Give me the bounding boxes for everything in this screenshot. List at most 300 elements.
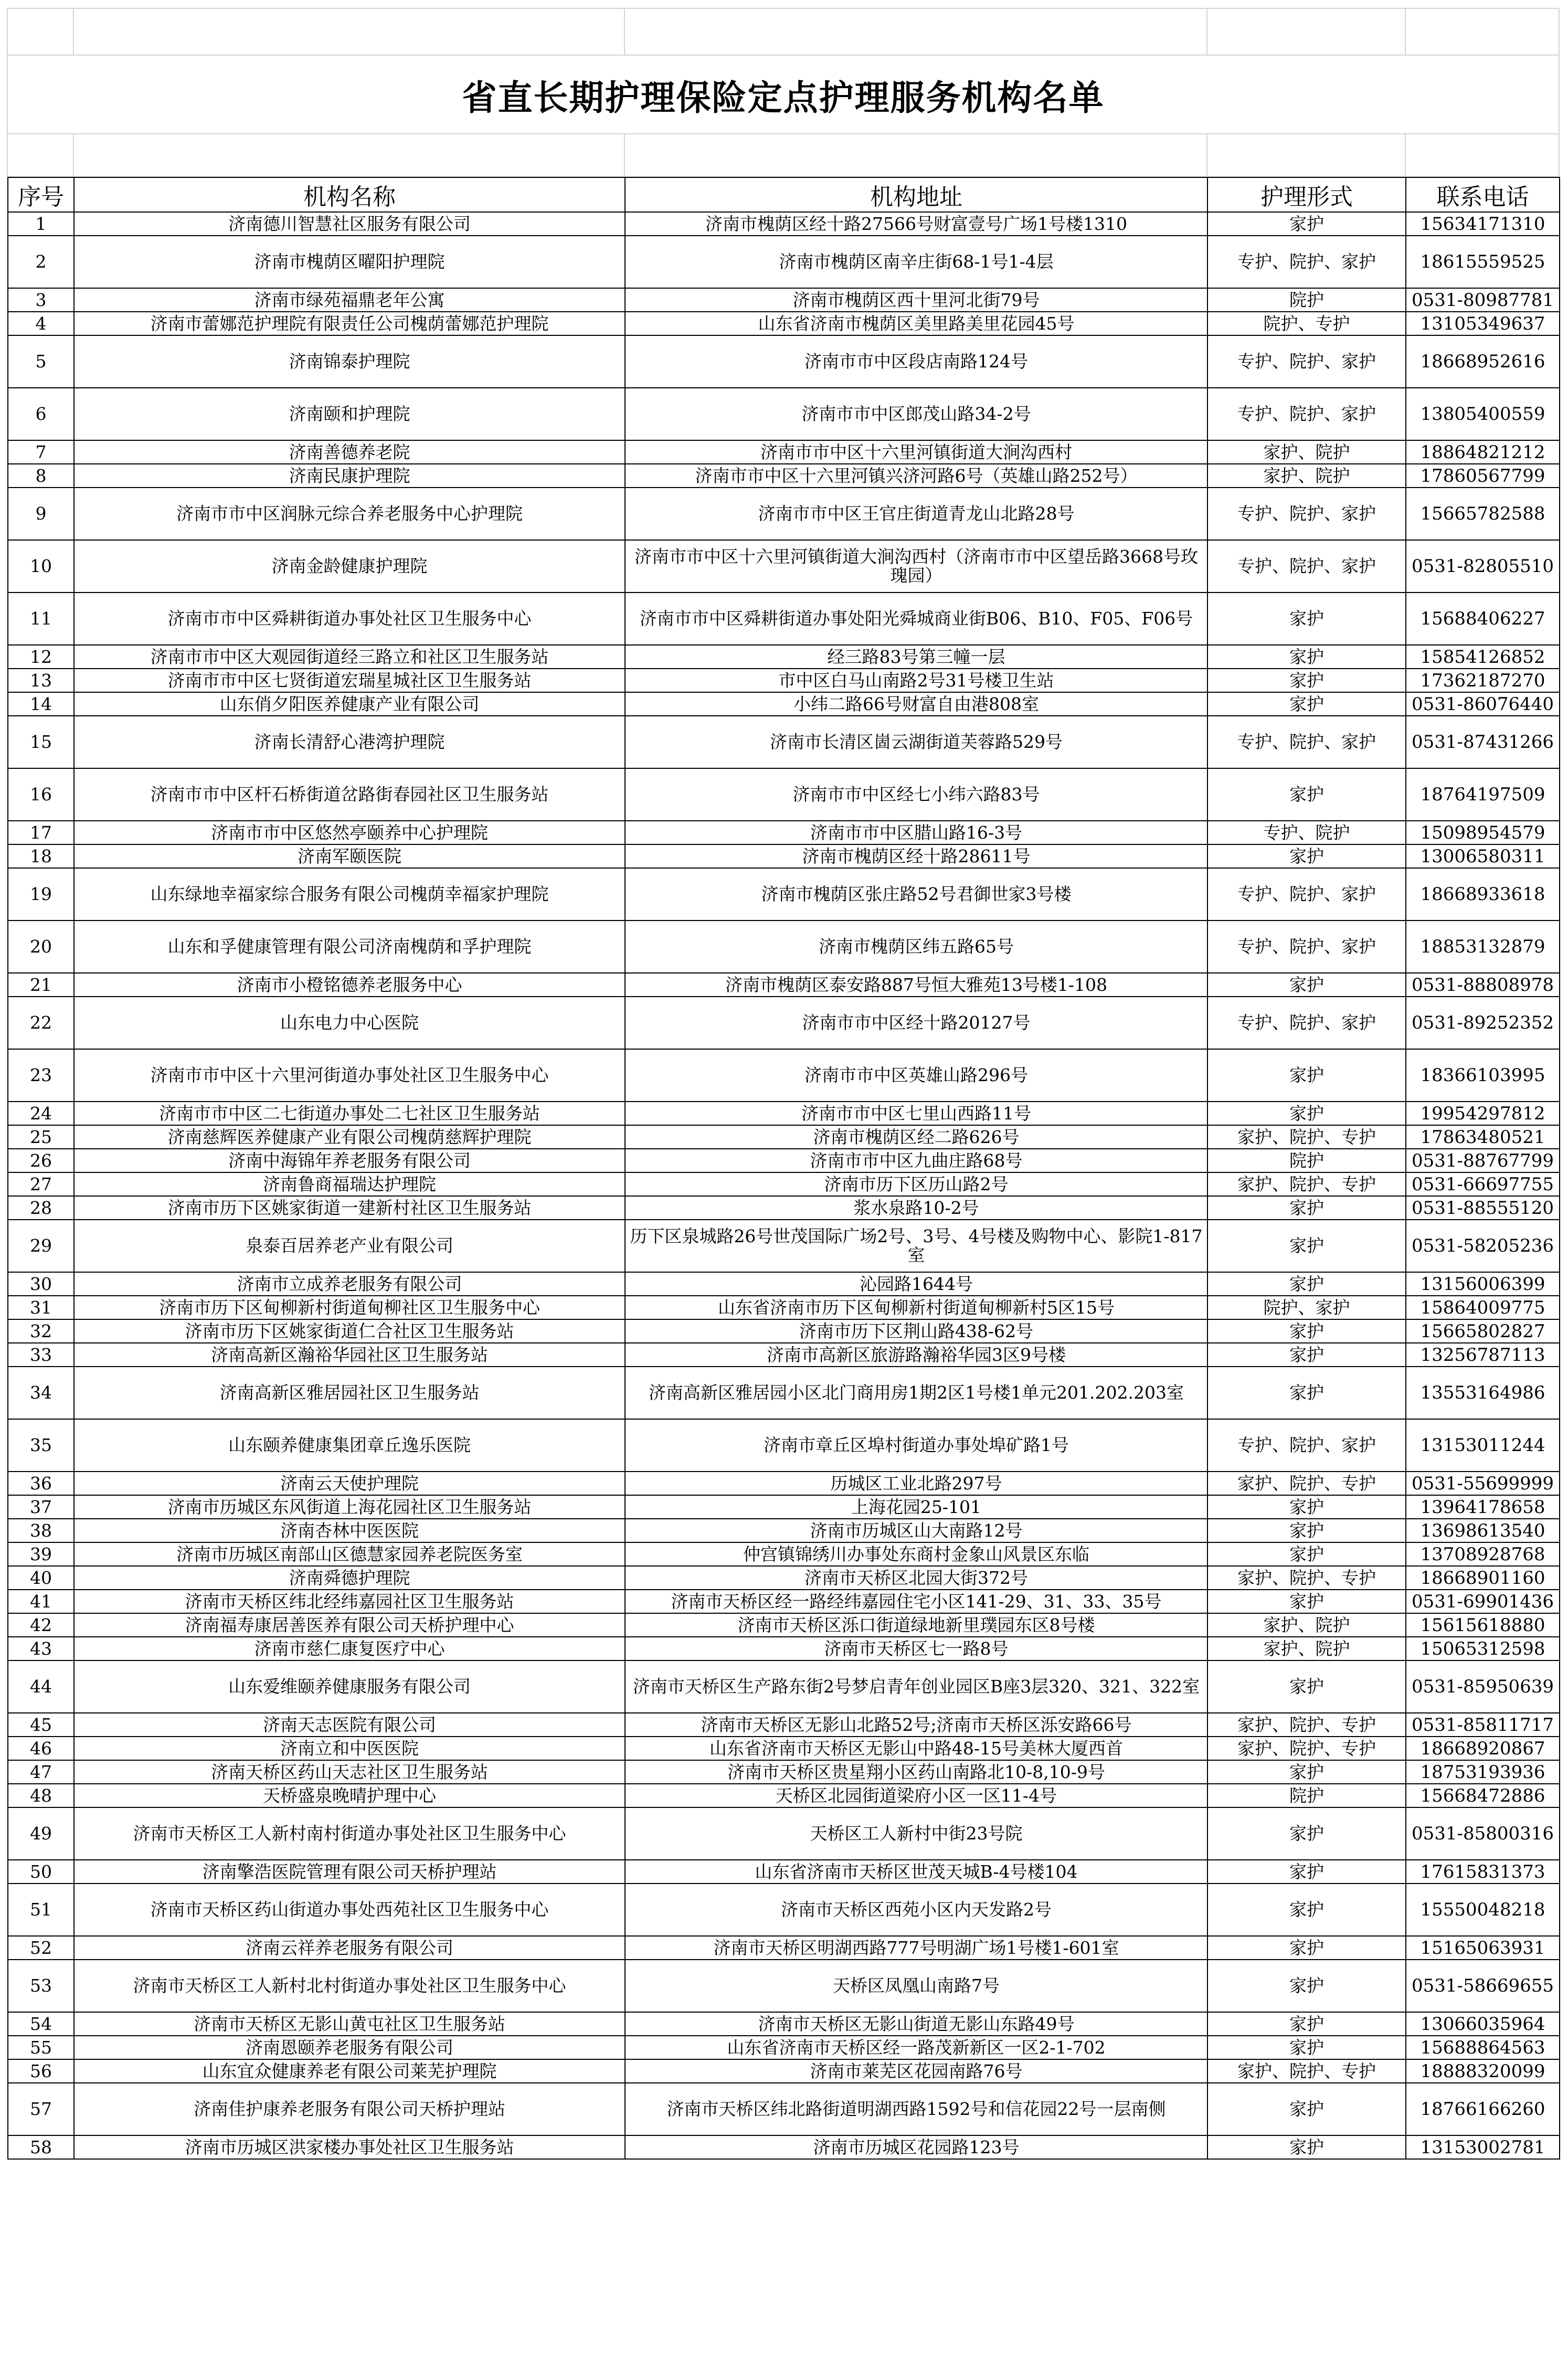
cell-contact-phone: 18668952616 — [1406, 335, 1560, 388]
cell-institution-address: 济南市历下区荆山路438-62号 — [625, 1319, 1207, 1343]
cell-institution-name: 济南市历城区南部山区德慧家园养老院医务室 — [74, 1542, 625, 1566]
cell-institution-name: 济南高新区雅居园社区卫生服务站 — [74, 1367, 625, 1419]
table-row — [8, 1319, 1560, 1343]
cell-contact-phone: 13006580311 — [1406, 844, 1560, 868]
cell-institution-address: 经三路83号第三幢一层 — [625, 645, 1207, 669]
cell-institution-name: 济南市小橙铭德养老服务中心 — [74, 973, 625, 997]
header-institution-name: 机构名称 — [74, 177, 625, 212]
cell-institution-address: 沁园路1644号 — [625, 1272, 1207, 1296]
cell-serial-number: 45 — [8, 1713, 74, 1737]
cell-institution-name: 济南天志医院有限公司 — [74, 1713, 625, 1737]
cell-contact-phone: 18888320099 — [1406, 2059, 1560, 2083]
cell-serial-number: 15 — [8, 716, 74, 768]
cell-serial-number: 47 — [8, 1760, 74, 1784]
header-contact-phone: 联系电话 — [1406, 177, 1560, 212]
cell-care-type: 家护 — [1207, 669, 1406, 692]
cell-care-type: 专护、院护、家护 — [1207, 388, 1406, 440]
cell-care-type: 家护 — [1207, 1196, 1406, 1220]
cell-institution-name: 山东和孚健康管理有限公司济南槐荫和孚护理院 — [74, 921, 625, 973]
cell-contact-phone: 0531-80987781 — [1406, 288, 1560, 312]
cell-contact-phone: 17863480521 — [1406, 1125, 1560, 1149]
cell-institution-address: 天桥区北园街道梁府小区一区11-4号 — [625, 1784, 1207, 1807]
cell-institution-name: 山东宜众健康养老有限公司莱芜护理院 — [74, 2059, 625, 2083]
table-row — [8, 440, 1560, 464]
cell-serial-number: 41 — [8, 1590, 74, 1613]
cell-institution-address: 济南市天桥区无影山街道无影山东路49号 — [625, 2012, 1207, 2036]
cell-institution-name: 济南市慈仁康复医疗中心 — [74, 1637, 625, 1660]
cell-institution-address: 济南市天桥区经一路经纬嘉园住宅小区141-29、31、33、35号 — [625, 1590, 1207, 1613]
table-row — [8, 1884, 1560, 1936]
cell-serial-number: 17 — [8, 821, 74, 844]
cell-serial-number: 2 — [8, 236, 74, 288]
cell-care-type: 家护 — [1207, 1343, 1406, 1367]
table-row — [8, 212, 1560, 236]
cell-care-type: 院护 — [1207, 288, 1406, 312]
cell-institution-name: 济南市蕾娜范护理院有限责任公司槐荫蕾娜范护理院 — [74, 312, 625, 335]
table-row — [8, 1566, 1560, 1590]
cell-institution-name: 济南市历城区洪家楼办事处社区卫生服务站 — [74, 2135, 625, 2159]
cell-institution-address: 山东省济南市天桥区经一路茂新新区一区2-1-702 — [625, 2036, 1207, 2059]
cell-contact-phone: 15098954579 — [1406, 821, 1560, 844]
cell-serial-number: 22 — [8, 997, 74, 1049]
table-row — [8, 2059, 1560, 2083]
header-institution-address: 机构地址 — [625, 177, 1207, 212]
cell-care-type: 专护、院护 — [1207, 821, 1406, 844]
cell-contact-phone: 0531-69901436 — [1406, 1590, 1560, 1613]
cell-institution-address: 济南市市中区九曲庄路68号 — [625, 1149, 1207, 1172]
table-row — [8, 1807, 1560, 1860]
cell-institution-address: 济南市天桥区无影山北路52号;济南市天桥区泺安路66号 — [625, 1713, 1207, 1737]
cell-serial-number: 29 — [8, 1220, 74, 1272]
cell-serial-number: 34 — [8, 1367, 74, 1419]
cell-institution-name: 济南市市中区十六里河街道办事处社区卫生服务中心 — [74, 1049, 625, 1102]
cell-institution-name: 济南市市中区大观园街道经三路立和社区卫生服务站 — [74, 645, 625, 669]
table-header-row — [8, 177, 1560, 212]
cell-care-type: 家护 — [1207, 692, 1406, 716]
cell-serial-number: 35 — [8, 1419, 74, 1472]
table-row — [8, 1343, 1560, 1367]
table-row — [8, 1149, 1560, 1172]
cell-care-type: 家护 — [1207, 844, 1406, 868]
cell-contact-phone: 18853132879 — [1406, 921, 1560, 973]
cell-institution-address: 济南市市中区王官庄街道青龙山北路28号 — [625, 488, 1207, 540]
cell-serial-number: 58 — [8, 2135, 74, 2159]
cell-care-type: 家护 — [1207, 1495, 1406, 1519]
cell-serial-number: 25 — [8, 1125, 74, 1149]
cell-serial-number: 14 — [8, 692, 74, 716]
cell-institution-address: 济南市市中区十六里河镇兴济河路6号（英雄山路252号） — [625, 464, 1207, 488]
table-row — [8, 1049, 1560, 1102]
cell-serial-number: 12 — [8, 645, 74, 669]
cell-care-type: 家护、院护、专护 — [1207, 2059, 1406, 2083]
cell-contact-phone: 18366103995 — [1406, 1049, 1560, 1102]
cell-institution-address: 济南市章丘区埠村街道办事处埠矿路1号 — [625, 1419, 1207, 1472]
cell-institution-address: 山东省济南市天桥区无影山中路48-15号美林大厦西首 — [625, 1737, 1207, 1760]
cell-care-type: 家护 — [1207, 1936, 1406, 1960]
cell-contact-phone: 15615618880 — [1406, 1613, 1560, 1637]
cell-contact-phone: 13553164986 — [1406, 1367, 1560, 1419]
cell-institution-address: 市中区白马山南路2号31号楼卫生站 — [625, 669, 1207, 692]
cell-contact-phone: 0531-85800316 — [1406, 1807, 1560, 1860]
table-row — [8, 868, 1560, 921]
cell-serial-number: 7 — [8, 440, 74, 464]
table-row — [8, 1367, 1560, 1419]
cell-institution-name: 济南舜德护理院 — [74, 1566, 625, 1590]
cell-institution-address: 济南市长清区崮云湖街道芙蓉路529号 — [625, 716, 1207, 768]
cell-institution-address: 济南市市中区腊山路16-3号 — [625, 821, 1207, 844]
cell-institution-address: 小纬二路66号财富自由港808室 — [625, 692, 1207, 716]
cell-serial-number: 5 — [8, 335, 74, 388]
cell-serial-number: 32 — [8, 1319, 74, 1343]
cell-contact-phone: 18753193936 — [1406, 1760, 1560, 1784]
cell-institution-address: 济南市槐荫区经十路27566号财富壹号广场1号楼1310 — [625, 212, 1207, 236]
cell-serial-number: 50 — [8, 1860, 74, 1884]
cell-serial-number: 23 — [8, 1049, 74, 1102]
cell-care-type: 家护、院护、专护 — [1207, 1472, 1406, 1495]
cell-serial-number: 55 — [8, 2036, 74, 2059]
cell-serial-number: 26 — [8, 1149, 74, 1172]
cell-care-type: 家护 — [1207, 592, 1406, 645]
cell-care-type: 家护 — [1207, 1884, 1406, 1936]
cell-contact-phone: 13066035964 — [1406, 2012, 1560, 2036]
cell-contact-phone: 18668933618 — [1406, 868, 1560, 921]
cell-serial-number: 44 — [8, 1660, 74, 1713]
cell-institution-address: 济南市市中区郎茂山路34-2号 — [625, 388, 1207, 440]
cell-contact-phone: 0531-58669655 — [1406, 1960, 1560, 2012]
cell-serial-number: 49 — [8, 1807, 74, 1860]
cell-care-type: 院护、专护 — [1207, 312, 1406, 335]
cell-care-type: 专护、院护、家护 — [1207, 488, 1406, 540]
cell-institution-address: 仲宫镇锦绣川办事处东商村金象山风景区东临 — [625, 1542, 1207, 1566]
cell-care-type: 家护 — [1207, 2083, 1406, 2135]
cell-serial-number: 6 — [8, 388, 74, 440]
cell-contact-phone: 0531-88808978 — [1406, 973, 1560, 997]
table-row — [8, 2036, 1560, 2059]
cell-serial-number: 43 — [8, 1637, 74, 1660]
cell-contact-phone: 0531-89252352 — [1406, 997, 1560, 1049]
cell-contact-phone: 17615831373 — [1406, 1860, 1560, 1884]
cell-institution-name: 山东爱维颐养健康服务有限公司 — [74, 1660, 625, 1713]
cell-contact-phone: 15165063931 — [1406, 1936, 1560, 1960]
cell-institution-address: 济南市天桥区北园大街372号 — [625, 1566, 1207, 1590]
cell-care-type: 家护、院护、专护 — [1207, 1737, 1406, 1760]
cell-care-type: 家护 — [1207, 1102, 1406, 1125]
table-row — [8, 335, 1560, 388]
cell-institution-name: 济南市立成养老服务有限公司 — [74, 1272, 625, 1296]
cell-care-type: 家护 — [1207, 1220, 1406, 1272]
table-row — [8, 1784, 1560, 1807]
table-row — [8, 1272, 1560, 1296]
cell-care-type: 专护、院护、家护 — [1207, 335, 1406, 388]
cell-care-type: 家护 — [1207, 1807, 1406, 1860]
table-row — [8, 2012, 1560, 2036]
cell-serial-number: 20 — [8, 921, 74, 973]
table-row — [8, 1519, 1560, 1542]
cell-serial-number: 52 — [8, 1936, 74, 1960]
cell-contact-phone: 13153002781 — [1406, 2135, 1560, 2159]
cell-institution-name: 济南慈辉医养健康产业有限公司槐荫慈辉护理院 — [74, 1125, 625, 1149]
cell-institution-name: 济南中海锦年养老服务有限公司 — [74, 1149, 625, 1172]
cell-institution-address: 济南市天桥区明湖西路777号明湖广场1号楼1-601室 — [625, 1936, 1207, 1960]
cell-institution-name: 山东颐养健康集团章丘逸乐医院 — [74, 1419, 625, 1472]
cell-institution-address: 济南市天桥区生产路东街2号梦启青年创业园区B座3层320、321、322室 — [625, 1660, 1207, 1713]
cell-institution-address: 济南市高新区旅游路瀚裕华园3区9号楼 — [625, 1343, 1207, 1367]
cell-care-type: 家护 — [1207, 1542, 1406, 1566]
cell-care-type: 家护 — [1207, 1760, 1406, 1784]
cell-institution-name: 济南军颐医院 — [74, 844, 625, 868]
table-row — [8, 592, 1560, 645]
cell-institution-address: 济南市市中区十六里河镇街道大涧沟西村 — [625, 440, 1207, 464]
table-row — [8, 716, 1560, 768]
cell-institution-name: 济南市槐荫区曜阳护理院 — [74, 236, 625, 288]
cell-institution-name: 济南杏林中医医院 — [74, 1519, 625, 1542]
cell-contact-phone: 15854126852 — [1406, 645, 1560, 669]
cell-contact-phone: 15634171310 — [1406, 212, 1560, 236]
cell-serial-number: 3 — [8, 288, 74, 312]
cell-serial-number: 57 — [8, 2083, 74, 2135]
cell-care-type: 院护 — [1207, 1149, 1406, 1172]
table-row — [8, 997, 1560, 1049]
cell-institution-name: 济南高新区瀚裕华园社区卫生服务站 — [74, 1343, 625, 1367]
institution-table — [7, 177, 1560, 2160]
cell-serial-number: 13 — [8, 669, 74, 692]
cell-institution-name: 济南市历下区甸柳新村街道甸柳社区卫生服务中心 — [74, 1296, 625, 1319]
cell-serial-number: 33 — [8, 1343, 74, 1367]
table-row — [8, 1713, 1560, 1737]
table-row — [8, 1637, 1560, 1660]
cell-institution-name: 济南天桥区药山天志社区卫生服务站 — [74, 1760, 625, 1784]
cell-care-type: 家护 — [1207, 1049, 1406, 1102]
cell-care-type: 专护、院护、家护 — [1207, 540, 1406, 592]
cell-care-type: 家护 — [1207, 1590, 1406, 1613]
cell-institution-name: 济南擎浩医院管理有限公司天桥护理站 — [74, 1860, 625, 1884]
cell-care-type: 家护 — [1207, 1960, 1406, 2012]
cell-serial-number: 48 — [8, 1784, 74, 1807]
cell-institution-address: 山东省济南市槐荫区美里路美里花园45号 — [625, 312, 1207, 335]
cell-institution-name: 济南市历城区东风街道上海花园社区卫生服务站 — [74, 1495, 625, 1519]
cell-serial-number: 9 — [8, 488, 74, 540]
cell-institution-name: 济南长清舒心港湾护理院 — [74, 716, 625, 768]
table-row — [8, 388, 1560, 440]
cell-care-type: 家护 — [1207, 1319, 1406, 1343]
cell-serial-number: 27 — [8, 1172, 74, 1196]
cell-institution-address: 济南市历下区历山路2号 — [625, 1172, 1207, 1196]
cell-institution-name: 济南福寿康居善医养有限公司天桥护理中心 — [74, 1613, 625, 1637]
cell-contact-phone: 0531-87431266 — [1406, 716, 1560, 768]
cell-institution-name: 济南市市中区杆石桥街道岔路街春园社区卫生服务站 — [74, 768, 625, 821]
cell-institution-address: 山东省济南市天桥区世茂天城B-4号楼104 — [625, 1860, 1207, 1884]
cell-institution-address: 济南市市中区英雄山路296号 — [625, 1049, 1207, 1102]
cell-care-type: 家护、院护 — [1207, 1637, 1406, 1660]
cell-institution-address: 浆水泉路10-2号 — [625, 1196, 1207, 1220]
table-row — [8, 288, 1560, 312]
cell-serial-number: 36 — [8, 1472, 74, 1495]
cell-care-type: 家护 — [1207, 768, 1406, 821]
cell-institution-name: 济南市绿苑福鼎老年公寓 — [74, 288, 625, 312]
cell-institution-address: 历城区工业北路297号 — [625, 1472, 1207, 1495]
cell-institution-address: 济南市天桥区西苑小区内天发路2号 — [625, 1884, 1207, 1936]
cell-serial-number: 1 — [8, 212, 74, 236]
cell-institution-address: 济南市天桥区泺口街道绿地新里璞园东区8号楼 — [625, 1613, 1207, 1637]
table-row — [8, 1296, 1560, 1319]
table-row — [8, 1737, 1560, 1760]
table-row — [8, 1936, 1560, 1960]
cell-serial-number: 38 — [8, 1519, 74, 1542]
cell-care-type: 家护 — [1207, 973, 1406, 997]
cell-institution-name: 济南市市中区七贤街道宏瑞星城社区卫生服务站 — [74, 669, 625, 692]
cell-institution-address: 济南市天桥区贵星翔小区药山南路北10-8,10-9号 — [625, 1760, 1207, 1784]
table-row — [8, 1590, 1560, 1613]
table-row — [8, 669, 1560, 692]
cell-institution-address: 济南市槐荫区泰安路887号恒大雅苑13号楼1-108 — [625, 973, 1207, 997]
cell-care-type: 家护 — [1207, 212, 1406, 236]
cell-contact-phone: 15665782588 — [1406, 488, 1560, 540]
cell-serial-number: 19 — [8, 868, 74, 921]
cell-serial-number: 31 — [8, 1296, 74, 1319]
cell-care-type: 家护 — [1207, 1519, 1406, 1542]
cell-institution-address: 历下区泉城路26号世茂国际广场2号、3号、4号楼及购物中心、影院1-817室 — [625, 1220, 1207, 1272]
cell-serial-number: 21 — [8, 973, 74, 997]
cell-contact-phone: 15550048218 — [1406, 1884, 1560, 1936]
cell-contact-phone: 15065312598 — [1406, 1637, 1560, 1660]
cell-serial-number: 10 — [8, 540, 74, 592]
cell-contact-phone: 19954297812 — [1406, 1102, 1560, 1125]
cell-serial-number: 40 — [8, 1566, 74, 1590]
cell-institution-name: 济南民康护理院 — [74, 464, 625, 488]
cell-institution-name: 济南市历下区姚家街道一建新村社区卫生服务站 — [74, 1196, 625, 1220]
cell-institution-name: 山东俏夕阳医养健康产业有限公司 — [74, 692, 625, 716]
cell-serial-number: 51 — [8, 1884, 74, 1936]
cell-serial-number: 46 — [8, 1737, 74, 1760]
table-row — [8, 1102, 1560, 1125]
table-row — [8, 821, 1560, 844]
table-row — [8, 1960, 1560, 2012]
cell-institution-address: 济南市槐荫区经十路28611号 — [625, 844, 1207, 868]
table-row — [8, 540, 1560, 592]
cell-institution-address: 济南市市中区段店南路124号 — [625, 335, 1207, 388]
cell-institution-name: 济南市历下区姚家街道仁合社区卫生服务站 — [74, 1319, 625, 1343]
cell-institution-name: 济南鲁商福瑞达护理院 — [74, 1172, 625, 1196]
cell-care-type: 家护 — [1207, 1272, 1406, 1296]
cell-care-type: 院护、家护 — [1207, 1296, 1406, 1319]
cell-care-type: 家护、院护 — [1207, 440, 1406, 464]
cell-institution-name: 济南云祥养老服务有限公司 — [74, 1936, 625, 1960]
table-row — [8, 768, 1560, 821]
cell-contact-phone: 13805400559 — [1406, 388, 1560, 440]
cell-serial-number: 42 — [8, 1613, 74, 1637]
cell-institution-address: 济南市天桥区七一路8号 — [625, 1637, 1207, 1660]
cell-care-type: 家护、院护、专护 — [1207, 1566, 1406, 1590]
table-row — [8, 1660, 1560, 1713]
cell-institution-address: 上海花园25-101 — [625, 1495, 1207, 1519]
cell-contact-phone: 13153011244 — [1406, 1419, 1560, 1472]
cell-serial-number: 53 — [8, 1960, 74, 2012]
table-row — [8, 2083, 1560, 2135]
cell-contact-phone: 15864009775 — [1406, 1296, 1560, 1319]
cell-care-type: 家护 — [1207, 1367, 1406, 1419]
table-row — [8, 1172, 1560, 1196]
cell-serial-number: 37 — [8, 1495, 74, 1519]
cell-care-type: 家护、院护、专护 — [1207, 1713, 1406, 1737]
cell-serial-number: 18 — [8, 844, 74, 868]
table-row — [8, 1220, 1560, 1272]
cell-institution-name: 济南市天桥区无影山黄屯社区卫生服务站 — [74, 2012, 625, 2036]
table-row — [8, 1196, 1560, 1220]
cell-care-type: 专护、院护、家护 — [1207, 997, 1406, 1049]
cell-care-type: 家护 — [1207, 2036, 1406, 2059]
cell-institution-address: 济南市历城区山大南路12号 — [625, 1519, 1207, 1542]
table-row — [8, 1860, 1560, 1884]
cell-contact-phone: 0531-88767799 — [1406, 1149, 1560, 1172]
cell-care-type: 家护 — [1207, 645, 1406, 669]
cell-contact-phone: 15688864563 — [1406, 2036, 1560, 2059]
cell-institution-name: 山东电力中心医院 — [74, 997, 625, 1049]
cell-serial-number: 4 — [8, 312, 74, 335]
cell-institution-name: 山东绿地幸福家综合服务有限公司槐荫幸福家护理院 — [74, 868, 625, 921]
cell-contact-phone: 15688406227 — [1406, 592, 1560, 645]
table-row — [8, 973, 1560, 997]
cell-institution-name: 天桥盛泉晚晴护理中心 — [74, 1784, 625, 1807]
cell-care-type: 专护、院护、家护 — [1207, 1419, 1406, 1472]
cell-care-type: 专护、院护、家护 — [1207, 921, 1406, 973]
cell-institution-name: 济南恩颐养老服务有限公司 — [74, 2036, 625, 2059]
cell-serial-number: 16 — [8, 768, 74, 821]
cell-contact-phone: 0531-58205236 — [1406, 1220, 1560, 1272]
table-row — [8, 312, 1560, 335]
cell-contact-phone: 0531-88555120 — [1406, 1196, 1560, 1220]
table-body — [8, 212, 1560, 2159]
cell-institution-name: 济南市市中区悠然亭颐养中心护理院 — [74, 821, 625, 844]
cell-care-type: 家护、院护 — [1207, 464, 1406, 488]
cell-institution-address: 济南市市中区经七小纬六路83号 — [625, 768, 1207, 821]
cell-contact-phone: 0531-85950639 — [1406, 1660, 1560, 1713]
cell-care-type: 专护、院护、家护 — [1207, 716, 1406, 768]
cell-serial-number: 54 — [8, 2012, 74, 2036]
header-care-type: 护理形式 — [1207, 177, 1406, 212]
cell-institution-name: 济南立和中医医院 — [74, 1737, 625, 1760]
table-row — [8, 1419, 1560, 1472]
cell-contact-phone: 0531-86076440 — [1406, 692, 1560, 716]
cell-institution-address: 济南市槐荫区张庄路52号君御世家3号楼 — [625, 868, 1207, 921]
table-row — [8, 464, 1560, 488]
cell-contact-phone: 17860567799 — [1406, 464, 1560, 488]
cell-institution-address: 济南市市中区舜耕街道办事处阳光舜城商业街B06、B10、F05、F06号 — [625, 592, 1207, 645]
table-row — [8, 844, 1560, 868]
table-row — [8, 488, 1560, 540]
cell-institution-address: 济南市市中区十六里河镇街道大涧沟西村（济南市市中区望岳路3668号玫瑰园） — [625, 540, 1207, 592]
cell-contact-phone: 13156006399 — [1406, 1272, 1560, 1296]
table-row — [8, 1495, 1560, 1519]
cell-care-type: 家护 — [1207, 1860, 1406, 1884]
cell-serial-number: 56 — [8, 2059, 74, 2083]
header-serial-number: 序号 — [8, 177, 74, 212]
cell-institution-address: 济南市槐荫区纬五路65号 — [625, 921, 1207, 973]
cell-institution-name: 济南佳护康养老服务有限公司天桥护理站 — [74, 2083, 625, 2135]
cell-institution-name: 济南市天桥区药山街道办事处西苑社区卫生服务中心 — [74, 1884, 625, 1936]
cell-institution-name: 济南市市中区舜耕街道办事处社区卫生服务中心 — [74, 592, 625, 645]
cell-institution-name: 济南善德养老院 — [74, 440, 625, 464]
cell-serial-number: 28 — [8, 1196, 74, 1220]
cell-institution-name: 济南云天使护理院 — [74, 1472, 625, 1495]
cell-institution-name: 泉泰百居养老产业有限公司 — [74, 1220, 625, 1272]
cell-contact-phone: 13698613540 — [1406, 1519, 1560, 1542]
cell-institution-address: 济南市槐荫区南辛庄街68-1号1-4层 — [625, 236, 1207, 288]
cell-institution-name: 济南市天桥区工人新村北村街道办事处社区卫生服务中心 — [74, 1960, 625, 2012]
table-row — [8, 236, 1560, 288]
cell-institution-address: 天桥区凤凰山南路7号 — [625, 1960, 1207, 2012]
table-row — [8, 1472, 1560, 1495]
cell-care-type: 家护 — [1207, 1660, 1406, 1713]
